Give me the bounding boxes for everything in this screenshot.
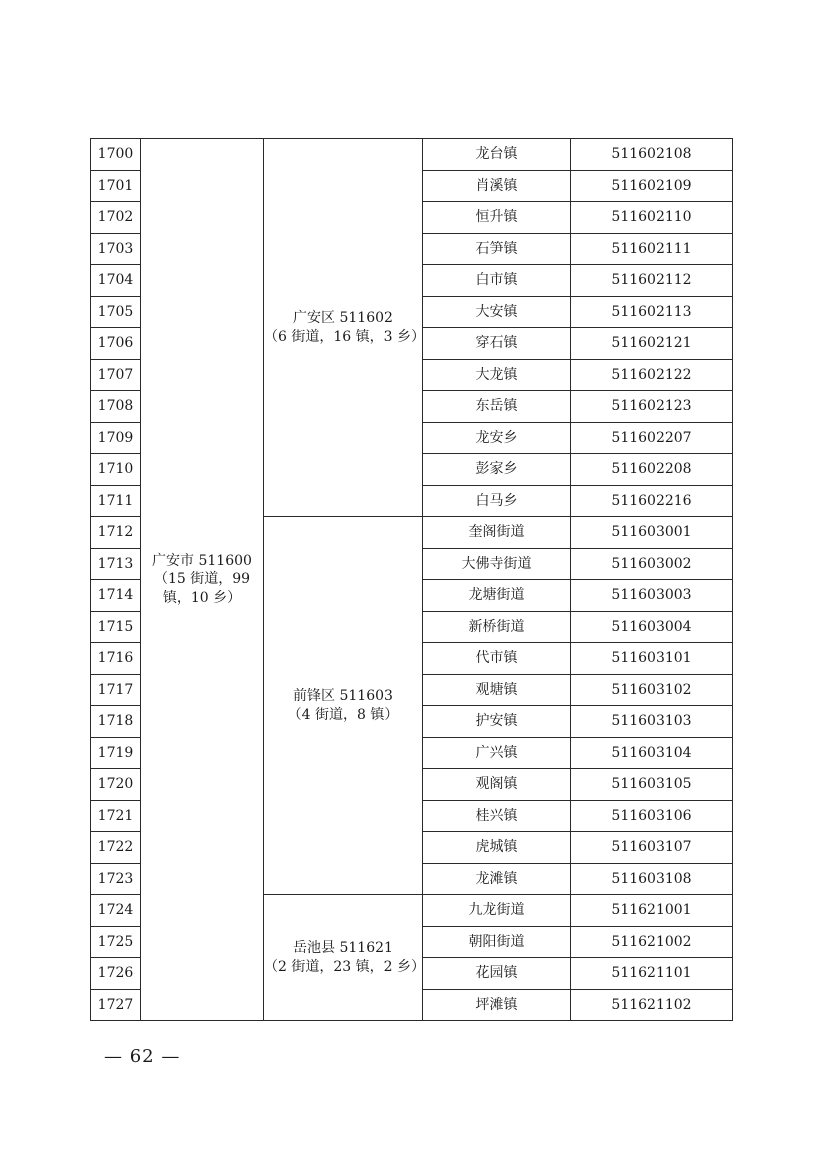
row-number: 1726	[91, 958, 141, 990]
row-number: 1719	[91, 737, 141, 769]
town-name: 石笋镇	[423, 233, 571, 265]
town-name: 龙台镇	[423, 139, 571, 171]
row-number: 1718	[91, 706, 141, 738]
town-name: 花园镇	[423, 958, 571, 990]
town-name: 穿石镇	[423, 328, 571, 360]
division-code: 511603001	[571, 517, 733, 549]
row-number: 1707	[91, 359, 141, 391]
row-number: 1704	[91, 265, 141, 297]
town-name: 白马乡	[423, 485, 571, 517]
division-code: 511603102	[571, 674, 733, 706]
division-code: 511621101	[571, 958, 733, 990]
division-code: 511602123	[571, 391, 733, 423]
district-summary: （2 街道，23 镇，2 乡）	[264, 958, 425, 975]
row-number: 1717	[91, 674, 141, 706]
town-name: 龙滩镇	[423, 863, 571, 895]
town-name: 东岳镇	[423, 391, 571, 423]
town-name: 观塘镇	[423, 674, 571, 706]
row-number: 1711	[91, 485, 141, 517]
division-code: 511602111	[571, 233, 733, 265]
table-row	[91, 139, 733, 171]
town-name: 护安镇	[423, 706, 571, 738]
town-name: 恒升镇	[423, 202, 571, 234]
division-code: 511602216	[571, 485, 733, 517]
division-code: 511603002	[571, 548, 733, 580]
row-number: 1714	[91, 580, 141, 612]
division-code: 511602208	[571, 454, 733, 486]
row-number: 1706	[91, 328, 141, 360]
page-number: — 62 —	[104, 1046, 181, 1067]
row-number: 1709	[91, 422, 141, 454]
city-summary: （15 街道，99 镇，10 乡）	[153, 571, 251, 606]
division-code: 511621102	[571, 989, 733, 1021]
town-name: 桂兴镇	[423, 800, 571, 832]
row-number: 1727	[91, 989, 141, 1021]
row-number: 1724	[91, 895, 141, 927]
row-number: 1715	[91, 611, 141, 643]
district-summary: （4 街道，8 镇）	[287, 706, 399, 723]
row-number: 1723	[91, 863, 141, 895]
division-code: 511602122	[571, 359, 733, 391]
town-name: 彭家乡	[423, 454, 571, 486]
row-number: 1713	[91, 548, 141, 580]
town-name: 九龙街道	[423, 895, 571, 927]
row-number: 1703	[91, 233, 141, 265]
division-code: 511602207	[571, 422, 733, 454]
row-number: 1702	[91, 202, 141, 234]
row-number: 1716	[91, 643, 141, 675]
district-cell	[264, 139, 423, 517]
district-cell	[264, 517, 423, 895]
town-name: 新桥街道	[423, 611, 571, 643]
city-cell	[141, 139, 264, 1021]
district-name: 岳池县 511621	[293, 940, 393, 957]
district-cell	[264, 895, 423, 1021]
town-name: 奎阁街道	[423, 517, 571, 549]
town-name: 坪滩镇	[423, 989, 571, 1021]
town-name: 肖溪镇	[423, 170, 571, 202]
row-number: 1700	[91, 139, 141, 171]
row-number: 1710	[91, 454, 141, 486]
division-code: 511603003	[571, 580, 733, 612]
division-code: 511603103	[571, 706, 733, 738]
town-name: 广兴镇	[423, 737, 571, 769]
town-name: 朝阳街道	[423, 926, 571, 958]
town-name: 龙安乡	[423, 422, 571, 454]
row-number: 1720	[91, 769, 141, 801]
row-number: 1708	[91, 391, 141, 423]
division-code: 511602113	[571, 296, 733, 328]
town-name: 大安镇	[423, 296, 571, 328]
division-code: 511621001	[571, 895, 733, 927]
row-number: 1722	[91, 832, 141, 864]
division-code-table	[90, 138, 733, 1021]
division-code: 511603004	[571, 611, 733, 643]
division-code: 511602110	[571, 202, 733, 234]
town-name: 龙塘街道	[423, 580, 571, 612]
division-code: 511603106	[571, 800, 733, 832]
town-name: 大佛寺街道	[423, 548, 571, 580]
town-name: 观阁镇	[423, 769, 571, 801]
row-number: 1701	[91, 170, 141, 202]
division-code: 511602108	[571, 139, 733, 171]
city-name: 广安市 511600	[152, 553, 252, 570]
row-number: 1725	[91, 926, 141, 958]
district-name: 广安区 511602	[293, 310, 393, 327]
town-name: 代市镇	[423, 643, 571, 675]
division-code: 511602121	[571, 328, 733, 360]
town-name: 大龙镇	[423, 359, 571, 391]
division-code: 511603107	[571, 832, 733, 864]
row-number: 1721	[91, 800, 141, 832]
division-code: 511602112	[571, 265, 733, 297]
district-name: 前锋区 511603	[293, 688, 393, 705]
table-body	[91, 139, 733, 1021]
division-code: 511621002	[571, 926, 733, 958]
row-number: 1712	[91, 517, 141, 549]
division-code: 511603108	[571, 863, 733, 895]
division-code: 511603105	[571, 769, 733, 801]
town-name: 白市镇	[423, 265, 571, 297]
district-summary: （6 街道，16 镇，3 乡）	[264, 328, 425, 345]
row-number: 1705	[91, 296, 141, 328]
division-code: 511603101	[571, 643, 733, 675]
division-code: 511603104	[571, 737, 733, 769]
town-name: 虎城镇	[423, 832, 571, 864]
division-code: 511602109	[571, 170, 733, 202]
